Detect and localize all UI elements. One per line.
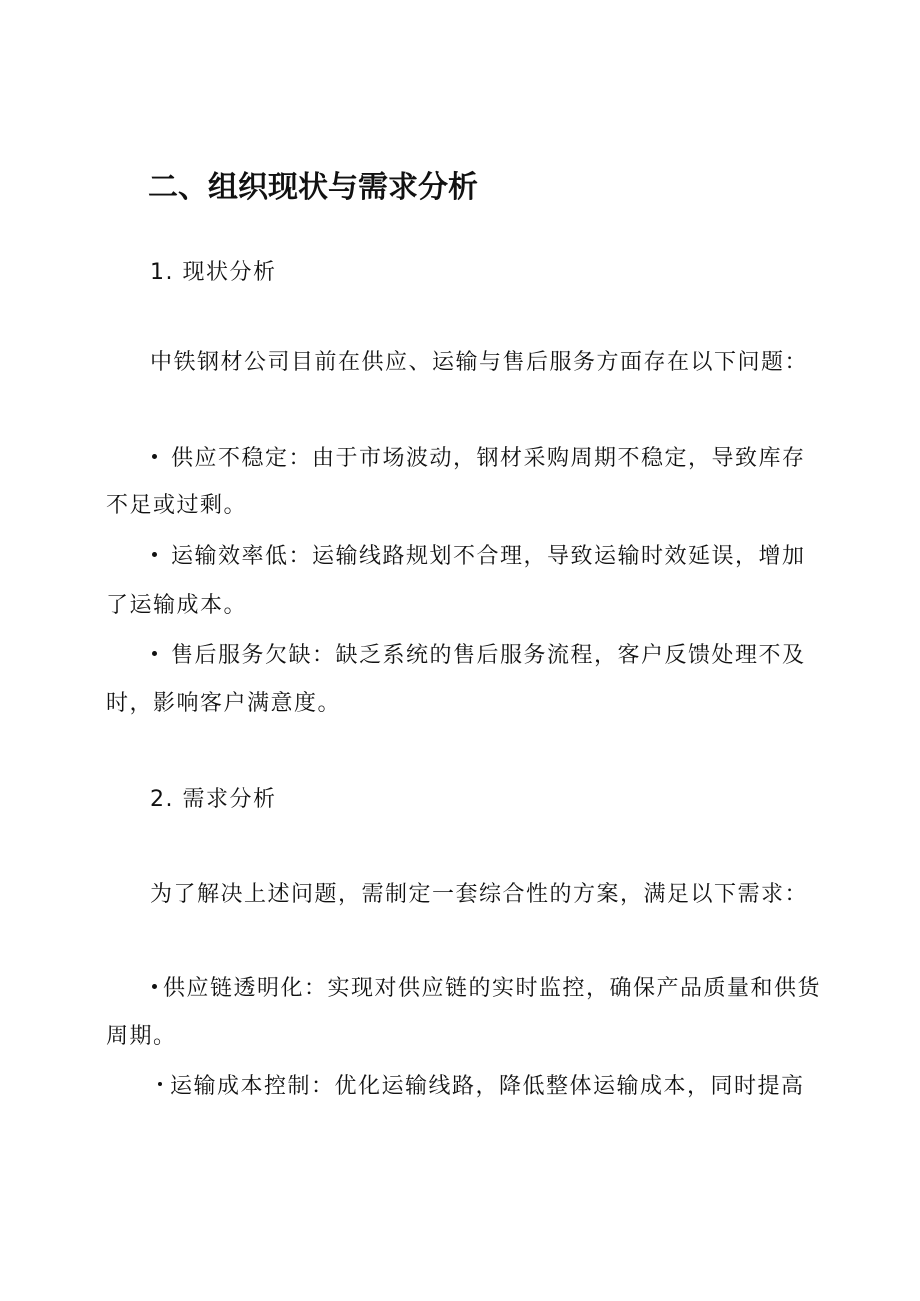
needs-analysis-intro: 为了解决上述问题，需制定一套综合性的方案，满足以下需求： (150, 882, 809, 907)
bullet-icon (152, 984, 157, 989)
bullet-text: 供应不稳定：由于市场波动，钢材采购周期不稳定，导致库存 (171, 446, 806, 471)
current-analysis-heading: 1. 现状分析 (150, 260, 277, 285)
bullet-continuation: 周期。 (106, 1024, 177, 1049)
bullet-item (152, 542, 806, 572)
section-title: 二、组织现状与需求分析 (148, 170, 478, 205)
bullet-text: 运输成本控制：优化运输线路，降低整体运输成本，同时提高 (170, 1074, 805, 1099)
bullet-icon (152, 552, 157, 557)
bullet-continuation: 时，影响客户满意度。 (106, 691, 342, 716)
bullet-text: 运输效率低：运输线路规划不合理，导致运输时效延误，增加 (171, 544, 806, 569)
needs-analysis-heading: 2. 需求分析 (150, 787, 277, 812)
bullet-icon (158, 1082, 162, 1086)
bullet-item (152, 444, 806, 474)
bullet-item (158, 1072, 805, 1102)
bullet-item (152, 974, 821, 1004)
bullet-icon (152, 651, 157, 656)
bullet-icon (152, 454, 157, 459)
bullet-text: 售后服务欠缺：缺乏系统的售后服务流程，客户反馈处理不及 (171, 643, 806, 668)
current-analysis-intro: 中铁钢材公司目前在供应、运输与售后服务方面存在以下问题： (150, 350, 809, 375)
bullet-continuation: 了运输成本。 (106, 593, 248, 618)
bullet-text: 供应链透明化：实现对供应链的实时监控，确保产品质量和供货 (163, 976, 822, 1001)
bullet-item (152, 641, 806, 671)
bullet-continuation: 不足或过剩。 (106, 493, 248, 518)
